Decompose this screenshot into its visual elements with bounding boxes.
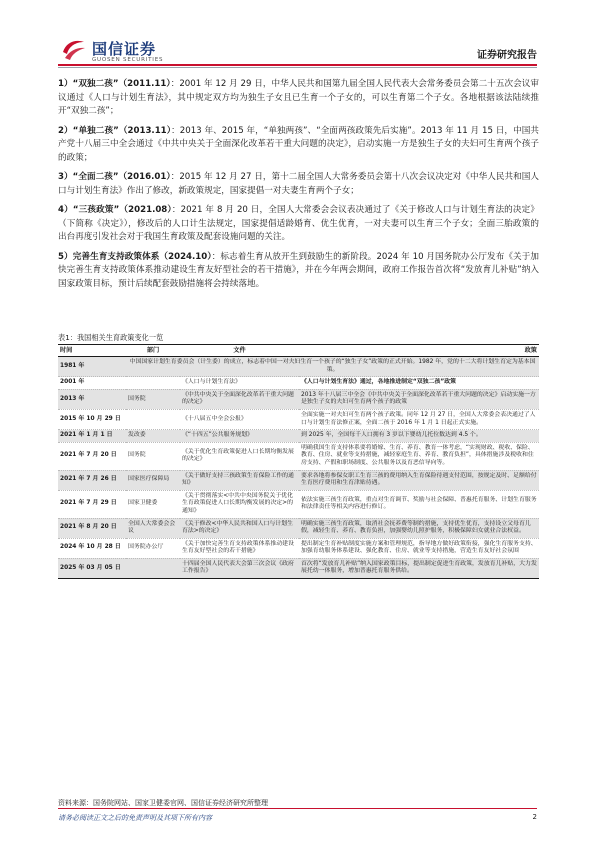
policy-change-table xyxy=(58,344,539,579)
cell-document: 《“十四五”公共服务规划》 xyxy=(180,430,299,443)
cell-policy: 到 2025 年，全国每千人口拥有 3 岁以下婴幼儿托位数达到 4.5 个。 xyxy=(299,430,539,443)
cell-time: 2015 年 10 月 29 日 xyxy=(58,409,126,429)
column-header-time: 时间 xyxy=(58,345,126,357)
cell-time: 2021 年 7 月 20 日 xyxy=(58,442,126,470)
cell-time: 1981 年 xyxy=(58,357,126,377)
footer-divider xyxy=(58,808,537,809)
cell-policy: 全面实施一对夫妇可生育两个孩子政策。同年 12 月 27 日，全国人大常委会表决通过了人口与计划生育法修正案，全面二孩于 2016 年 1 月 1 日起正式实施。 xyxy=(299,409,539,429)
cell-document: 十四届全国人民代表大会第三次会议《政府工作报告》 xyxy=(180,558,299,578)
policy-paragraph xyxy=(58,171,539,198)
logo-english: GUOSEN SECURITIES xyxy=(92,57,164,63)
policy-stage-heading: 4）“三孩政策”（2021.08） xyxy=(58,205,172,215)
policy-paragraph xyxy=(58,204,539,245)
table-row xyxy=(58,377,539,390)
cell-policy: 首次将“发放育儿补贴”纳入国家政策目标，提出制定促进生育政策，发放育儿补贴，大力发展托幼一体服务，增加普惠托育服务供给。 xyxy=(299,558,539,578)
column-header-policy: 政策 xyxy=(299,345,539,357)
column-header-department: 部门 xyxy=(126,345,180,357)
table-caption: 表1：我国相关生育政策变化一览 xyxy=(58,333,164,342)
cell-department: 国家卫健委 xyxy=(126,490,180,518)
cell-department: 全国人大常委会会议 xyxy=(126,518,180,538)
policy-stage-heading: 2）“单独二孩”（2013.11） xyxy=(58,125,172,136)
table-row xyxy=(58,558,539,578)
table-row xyxy=(58,538,539,558)
table-header-row xyxy=(58,345,539,357)
cell-policy: 2013 年十八届三中全会《中共中央关于全面深化改革若干重大问题的决定》启动实施一方是独生子女的夫妇可生育两个孩子的政策 xyxy=(299,389,539,409)
policy-history-section xyxy=(58,78,539,297)
header-divider-secondary xyxy=(58,67,537,68)
logo-text: 国信证券 xyxy=(92,40,157,58)
policy-stage-heading: 3）“全面二孩”（2016.01） xyxy=(58,172,171,182)
cell-document: 《十八届五中全会公报》 xyxy=(180,409,299,429)
disclaimer-note: 请务必阅读正文之后的免责声明及其项下所有内容 xyxy=(58,814,212,822)
cell-document: 中国国家计划生育委员会（计生委）的成立，标志着中国一对夫妇生育一个孩子的“独生子女”政策的正式开始。1982 年，党的十二大将计划生育定为基本国策。 xyxy=(126,357,539,377)
cell-department xyxy=(126,377,180,390)
cell-time: 2024 年 10 月 28 日 xyxy=(58,538,126,558)
cell-time: 2021 年 7 月 29 日 xyxy=(58,490,126,518)
page-header xyxy=(0,0,595,72)
cell-policy: 依法实施三孩生育政策，重点对生育调节、奖励与社会保障、普惠托育服务、计划生育服务和法律责任等相关内容进行修订。 xyxy=(299,490,539,518)
cell-time: 2001 年 xyxy=(58,377,126,390)
cell-document: 《关于做好支持三孩政策生育保险工作的通知》 xyxy=(180,470,299,490)
cell-department xyxy=(126,558,180,578)
cell-policy: 要求各地将参保女职工生育三孩的费用纳入生育保险待遇支付范围，按规定及时、足额给付生育医疗费用和生育津贴待遇。 xyxy=(299,470,539,490)
table-source-note: 资料来源：国务院网站、国家卫健委官网、国信证券经济研究所整理 xyxy=(58,799,268,807)
cell-policy: 明确我国生育支持体系要将婚嫁、生育、养育、教育一体考虑，“实现财政、税收、保险、教育、住房、就业等支持措施，减轻家庭生育、养育、教育负担”，具体措施涉及税收和住房支持、产假和职场制度、公共服务以及育恶信导向等。 xyxy=(299,442,539,470)
policy-stage-heading: 1）“双独二孩”（2011.11） xyxy=(58,79,171,89)
cell-time: 2013 年 xyxy=(58,389,126,409)
cell-document: 《关于优化生育政策促进人口长期均衡发展的决定》 xyxy=(180,442,299,470)
policy-stage-text: ：2001 年 12 月 29 日，中华人民共和国第九届全国人民代表大会常务委员会第二十五次会议审议通过《人口与计划生育法》，其中规定双方均为独生子女且已生育一个子女的，可以生育第二个子女。各地根据该法陆续推开“双独二孩”； xyxy=(58,79,539,116)
policy-stage-text: ：2021 年 8 月 20 日，全国人大常委会会议表决通过了《关于修改人口与计划生育法的决定》（下简称《决定》），修改后的人口计生法规定，国家提倡适龄婚育、优生优育，一对夫妻可以生育三个子女；全面三胎政策的出台再度引发社会对于我国生育政策及配套设施问题的关注。 xyxy=(58,205,539,242)
cell-department: 国务院 xyxy=(126,389,180,409)
header-divider xyxy=(58,64,537,66)
cell-department: 国家医疗保障局 xyxy=(126,470,180,490)
table-row xyxy=(58,430,539,443)
policy-paragraph xyxy=(58,251,539,292)
policy-paragraph xyxy=(58,125,539,166)
cell-policy: 《人口与计划生育法》通过，各地推进制定“双独二孩”政策 xyxy=(299,377,539,390)
policy-stage-text: ：2013 年、2015 年，“单独两孩”、“全面两孩政策先后实施”。2013 年 11 月 15 日，中国共产党十八届三中全会通过《中共中央关于全面深化改革若干重大问题的决定》，启动实施一方是独生子女的夫妇可生育两个孩子的政策； xyxy=(58,125,539,163)
cell-policy: 明确实施三孩生育政策，取消社会抚养费等制约措施，支持优生优育，支持设立父母育儿假，减轻生育、养育、教育负担，加强婴幼儿照护服务，积极保障妇女就业合法权益。 xyxy=(299,518,539,538)
cell-document: 《关于修改<中华人民共和国人口与计划生育法>的决定》 xyxy=(180,518,299,538)
cell-time: 2021 年 1 月 1 日 xyxy=(58,430,126,443)
cell-department: 国务院 xyxy=(126,442,180,470)
cell-document: 《关于加快完善生育支持政策体系推动建设生育友好型社会的若干措施》 xyxy=(180,538,299,558)
cell-document: 《关于贯彻落实<中共中央国务院关于优化生育政策促进人口长期均衡发展的决定>的通知》 xyxy=(180,490,299,518)
cell-policy: 提出制定生育补贴制度实施方案和管理规范，指导地方做好政策衔接，强化生育服务支持、加强育幼服务体系建设、强化教育、住房、就业等支持措施，营造生育友好社会氛围 xyxy=(299,538,539,558)
policy-paragraph xyxy=(58,78,539,119)
cell-department: 发改委 xyxy=(126,430,180,443)
guosen-logo-icon xyxy=(60,36,88,64)
column-header-document: 文件 xyxy=(180,345,299,357)
cell-time: 2021 年 8 月 20 日 xyxy=(58,518,126,538)
cell-department xyxy=(126,409,180,429)
cell-time: 2021 年 7 月 26 日 xyxy=(58,470,126,490)
policy-stage-text: ：标志着生育从放开生到鼓励生的新阶段。2024 年 10 月国务院办公厅发布《关于加快完善生育支持政策体系推动建设生育友好型社会的若干措施》，并在今年两会期间，政府工作报告首次将“发放育儿补贴”纳入国家政策目标，预计后续配套鼓励措施将会持续落地。 xyxy=(58,251,539,289)
table-row xyxy=(58,409,539,429)
cell-department: 国务院办公厅 xyxy=(126,538,180,558)
table-row xyxy=(58,490,539,518)
page-number: 2 xyxy=(532,813,537,821)
table-row xyxy=(58,389,539,409)
policy-stage-text: ：2015 年 12 月 27 日，第十二届全国人大常务委员会第十八次会议决定对《中华人民共和国人口与计划生育法》作出了修改，新政策规定，国家提倡一对夫妻生育两个子女； xyxy=(58,172,539,196)
policy-stage-heading: 5）完善生育支持政策体系（2024.10） xyxy=(58,251,212,262)
table-row xyxy=(58,442,539,470)
cell-document: 《中共中央关于全面深化改革若干重大问题的决定》 xyxy=(180,389,299,409)
table-row xyxy=(58,470,539,490)
cell-document: 《人口与计划生育法》 xyxy=(180,377,299,390)
table-row xyxy=(58,357,539,377)
cell-time: 2025 年 03 月 05 日 xyxy=(58,558,126,578)
table-row xyxy=(58,518,539,538)
report-type-title: 证券研究报告 xyxy=(477,50,537,61)
